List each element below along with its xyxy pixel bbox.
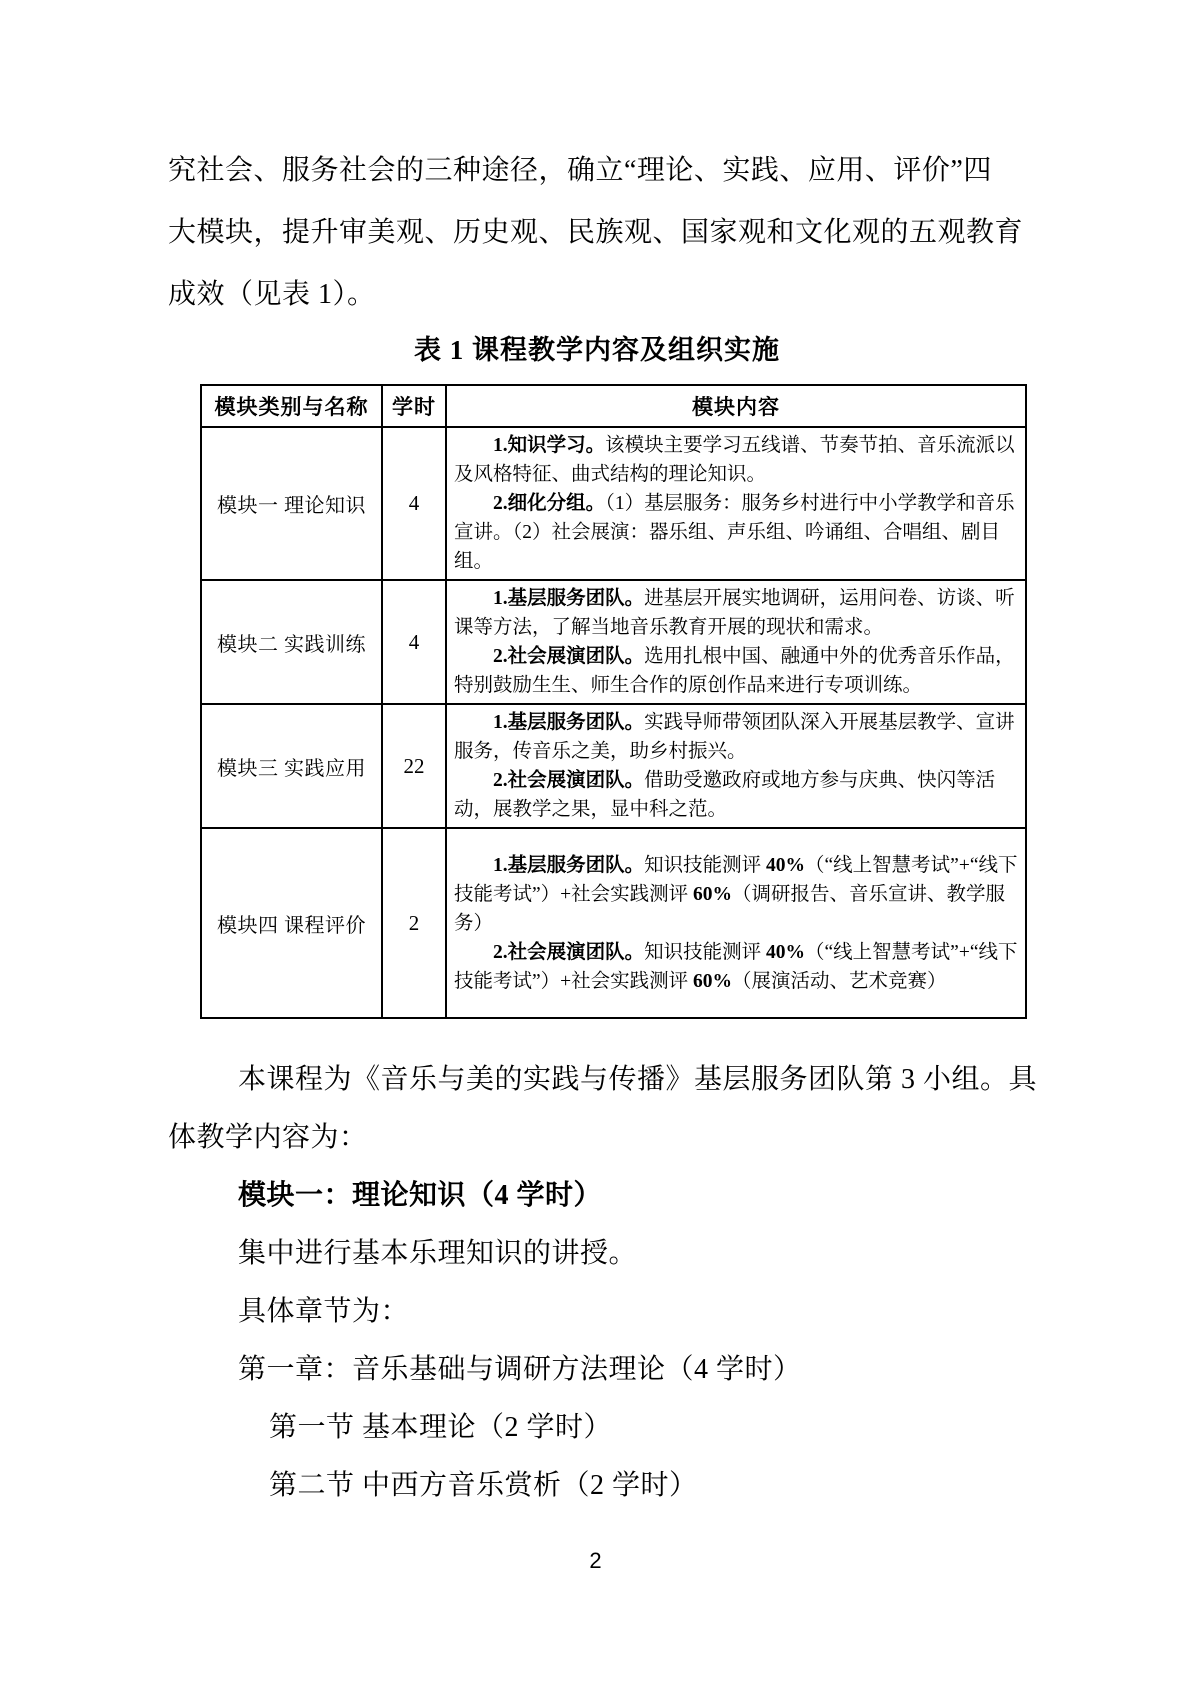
column-header-module-content: 模块内容 — [446, 385, 1026, 427]
body-line: 体教学内容为： — [168, 1122, 368, 1153]
table-row — [201, 828, 1026, 1018]
page-content — [168, 140, 1038, 1515]
content-paragraph: 1.知识学习。该模块主要学习五线谱、节奏节拍、音乐流派以及风格特征、曲式结构的理论知识。 — [454, 435, 1015, 485]
module-content-cell — [446, 427, 1026, 580]
module-name-cell: 模块二 实践训练 — [201, 580, 382, 704]
column-header-module-name: 模块类别与名称 — [201, 385, 382, 427]
module-name-cell: 模块三 实践应用 — [201, 704, 382, 828]
column-header-hours: 学时 — [382, 385, 446, 427]
table-header-row — [201, 385, 1026, 427]
page-number: 2 — [589, 1548, 602, 1573]
intro-paragraph — [168, 140, 1026, 326]
hours-cell: 4 — [382, 427, 446, 580]
module-name-cell: 模块一 理论知识 — [201, 427, 382, 580]
hours-cell: 22 — [382, 704, 446, 828]
table-row — [201, 427, 1026, 580]
module-content-cell — [446, 828, 1026, 1018]
table-body — [201, 427, 1026, 1018]
body-text — [168, 1051, 1038, 1515]
body-line: 第一章：音乐基础与调研方法理论（4 学时） — [238, 1354, 802, 1385]
hours-cell: 2 — [382, 828, 446, 1018]
intro-line: 究社会、服务社会的三种途径，确立“理论、实践、应用、评价”四 — [168, 155, 992, 186]
body-line: 本课程为《音乐与美的实践与传播》基层服务团队第 3 小组。具 — [238, 1064, 1038, 1095]
body-line: 第二节 中西方音乐赏析（2 学时） — [269, 1470, 698, 1501]
course-table — [200, 384, 1027, 1019]
section-heading: 模块一：理论知识（4 学时） — [238, 1180, 603, 1211]
module-content-cell — [446, 580, 1026, 704]
content-paragraph: 2.细化分组。（1）基层服务：服务乡村进行中小学教学和音乐宣讲。（2）社会展演：器乐组、声乐组、吟诵组、合唱组、剧目组。 — [454, 493, 1015, 572]
content-paragraph: 1.基层服务团队。实践导师带领团队深入开展基层教学、宣讲服务，传音乐之美，助乡村振兴。 — [454, 712, 1015, 762]
content-paragraph: 1.基层服务团队。知识技能测评 40%（“线上智慧考试”+“线下技能考试”）+社会实践测评 60%（调研报告、音乐宣讲、教学服务） — [454, 854, 1018, 934]
module-content-cell — [446, 704, 1026, 828]
content-paragraph: 2.社会展演团队。选用扎根中国、融通中外的优秀音乐作品，特别鼓励生生、师生合作的原创作品来进行专项训练。 — [454, 646, 1015, 696]
table-row — [201, 580, 1026, 704]
module-name-cell: 模块四 课程评价 — [201, 828, 382, 1018]
intro-line: 成效（见表 1）。 — [168, 279, 376, 310]
body-line: 集中进行基本乐理知识的讲授。 — [238, 1238, 638, 1269]
table-row — [201, 704, 1026, 828]
body-line: 具体章节为： — [238, 1296, 410, 1327]
hours-cell: 4 — [382, 580, 446, 704]
content-paragraph: 2.社会展演团队。知识技能测评 40%（“线上智慧考试”+“线下技能考试”）+社会实践测评 60%（展演活动、艺术竞赛） — [454, 941, 1018, 992]
content-paragraph: 1.基层服务团队。进基层开展实地调研，运用问卷、访谈、听课等方法，了解当地音乐教育开展的现状和需求。 — [454, 588, 1015, 638]
table-title: 表 1 课程教学内容及组织实施 — [414, 335, 780, 365]
body-line: 第一节 基本理论（2 学时） — [269, 1412, 613, 1443]
intro-line: 大模块，提升审美观、历史观、民族观、国家观和文化观的五观教育 — [168, 217, 1024, 248]
content-paragraph: 2.社会展演团队。借助受邀政府或地方参与庆典、快闪等活动，展教学之果，显中科之范。 — [454, 770, 996, 820]
